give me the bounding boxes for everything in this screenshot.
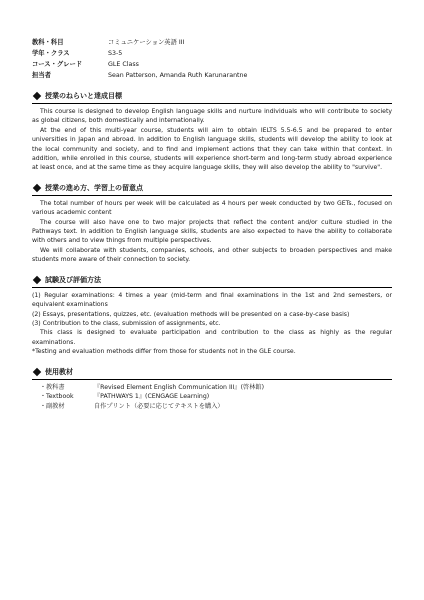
evaluation-title: 試験及び評価方法 bbox=[45, 275, 101, 284]
evaluation-item: (1) Regular examinations: 4 times a year (mid-term and final examinations in the 1st and 2nd semesters, or equivalent examinations bbox=[32, 291, 392, 309]
method-paragraph: The total number of hours per week will be calculated as 4 hours per week conducted by two GETs., focused on various academic content bbox=[32, 199, 392, 217]
method-paragraph: We will collaborate with students, companies, schools, and other subjects to broaden perspectives and make students more aware of their connection to society. bbox=[32, 246, 392, 264]
grade-class-value: S3-5 bbox=[108, 50, 123, 57]
course-grade-label: コース・グレード bbox=[32, 61, 83, 68]
course-grade-value: GLE Class bbox=[108, 61, 139, 68]
method-title: 授業の進め方、学習上の留意点 bbox=[45, 183, 143, 192]
material-label: Textbook bbox=[46, 393, 74, 401]
method-heading bbox=[32, 183, 392, 195]
aims-paragraph: At the end of this multi-year course, students will aim to obtain IELTS 5.5-6.5 and be prepared to enter universities in Japan and abroad. In addition to English language skills, students will develop the ability to look at the local community and society, and to find and implement actions that they can take within that context. In addition, while enrolled in this course, students will experience short-term and long-term study abroad experience at least once, and at the same time as they acquire language skills, they will also develop the ability to "survive". bbox=[32, 126, 392, 172]
materials-title: 使用教材 bbox=[45, 367, 73, 376]
subject-value: コミュニケーション英語 III bbox=[108, 39, 185, 46]
material-value: 『PATHWAYS 1』(CENGAGE Learning) bbox=[94, 393, 210, 401]
evaluation-item: (3) Contribution to the class, submission of assignments, etc. bbox=[32, 319, 221, 327]
section-divider bbox=[32, 379, 392, 380]
subject-label: 教科・科目 bbox=[32, 39, 64, 46]
section-divider bbox=[32, 287, 392, 288]
materials-list bbox=[32, 383, 392, 412]
aims-heading bbox=[32, 91, 392, 103]
method-paragraph: The course will also have one to two major projects that reflect the content and/or culture studied in the Pathways text. In addition to English language skills, students are also expected to have the ability to collaborate with others and to view things from multiple perspectives. bbox=[32, 218, 392, 245]
materials-heading bbox=[32, 367, 392, 379]
materials-section bbox=[32, 367, 392, 412]
diamond-icon bbox=[33, 184, 41, 192]
list-bullet: ・ bbox=[39, 402, 46, 410]
teacher-value: Sean Patterson, Amanda Ruth Karunarantne bbox=[108, 72, 248, 79]
evaluation-note: *Testing and evaluation methods differ from those for students not in the GLE course. bbox=[32, 348, 296, 356]
grade-class-label: 学年・クラス bbox=[32, 50, 70, 57]
material-label: 副教材 bbox=[46, 402, 65, 410]
teacher-label: 担当者 bbox=[32, 72, 51, 79]
course-info bbox=[32, 38, 392, 80]
list-bullet: ・ bbox=[39, 383, 46, 391]
diamond-icon bbox=[33, 367, 41, 375]
evaluation-section bbox=[32, 275, 392, 357]
aims-section bbox=[32, 91, 392, 173]
diamond-icon bbox=[33, 275, 41, 283]
section-divider bbox=[32, 195, 392, 196]
list-bullet: ・ bbox=[39, 393, 46, 401]
evaluation-heading bbox=[32, 275, 392, 287]
material-value: 『Revised Element English Communication III』(啓林館) bbox=[94, 383, 265, 391]
aims-title: 授業のねらいと達成目標 bbox=[45, 92, 122, 100]
material-label: 教科書 bbox=[46, 383, 65, 391]
evaluation-paragraph: This class is designed to evaluate participation and contribution to the class as highly as the regular examinations. bbox=[32, 329, 392, 346]
aims-paragraph: This course is designed to develop English language skills and nurture individuals who will contribute to society as global citizens, both domestically and internationally. bbox=[32, 108, 392, 125]
diamond-icon bbox=[33, 92, 41, 100]
evaluation-body bbox=[32, 291, 392, 357]
evaluation-item: (2) Essays, presentations, quizzes, etc. (evaluation methods will be presented on a case-by-case basis) bbox=[32, 310, 350, 318]
aims-body bbox=[32, 107, 392, 173]
section-divider bbox=[32, 103, 392, 104]
method-section bbox=[32, 183, 392, 265]
material-value: 自作プリント（必要に応じてテキストを購入） bbox=[94, 402, 224, 410]
method-body bbox=[32, 199, 392, 265]
